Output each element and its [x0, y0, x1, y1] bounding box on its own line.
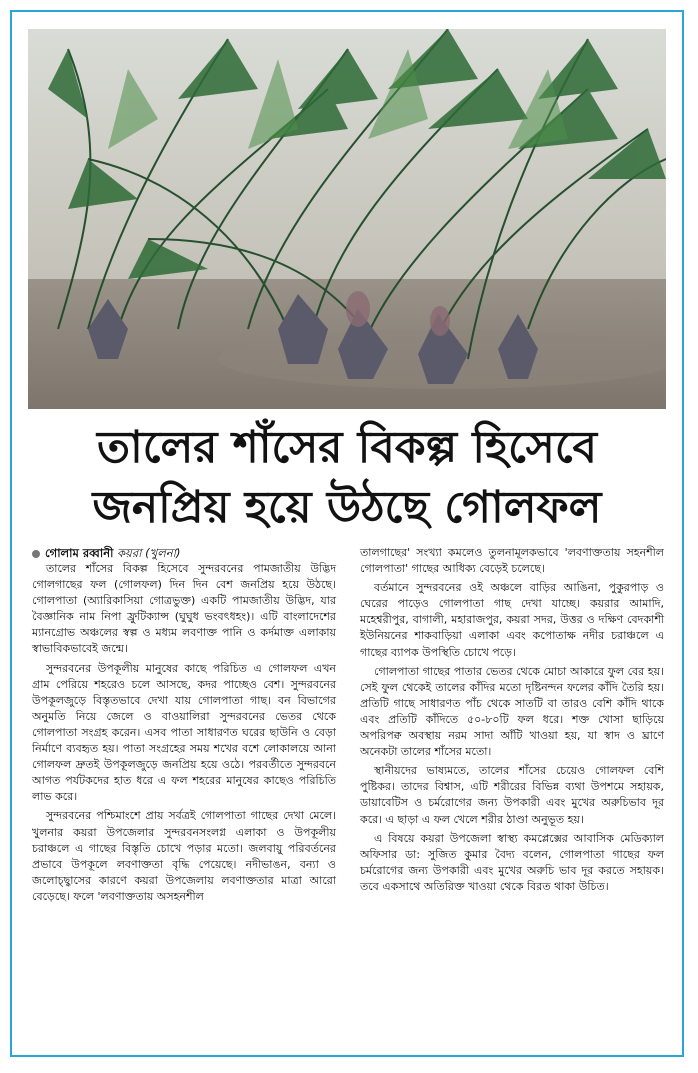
article-column-left [32, 561, 336, 908]
article-frame [10, 10, 684, 1057]
paragraph: তালের শাঁসের বিকল্প হিসেবে সুন্দরবনের পামজাতীয় উদ্ভিদ গোলগাছের ফল (গোলফল) দিন দিন বেশ জনপ্রিয় হয়ে উঠছে। গোলপাতা (অ্যারিকাসিয়া গোত্রভুক্ত) একটি পামজাতীয় উদ্ভিদ, যার বৈজ্ঞানিক নাম নিপা ফ্রুটিক্যান্স (ঘুঘুধ ভংবৎধহং)। এটি বাংলাদেশের ম্যানগ্রোভ অঞ্চলের স্বল্প ও মধ্যম লবণাক্ত পানি ও কর্দমাক্ত এলাকায় স্বাভাবিকভাবেই জন্মে। [32, 562, 336, 656]
paragraph: বর্তমানে সুন্দরবনের ওই অঞ্চলে বাড়ির আঙিনা, পুকুরপাড় ও ঘেরের পাড়েও গোলপাতা গাছ দেখা যাচ্ছে। কয়রার আমাদি, মহেশ্বরীপুর, বাগালী, মহারাজপুর, কয়রা সদর, উত্তর ও দক্ষিণ বেদকাশী ইউনিয়নের শাকবাড়িয়া এলাকা এবং কপোতাক্ষ নদীর চরাঞ্চলে এ গাছের ব্যাপক উপস্থিতি চোখে পড়ে। [360, 581, 664, 659]
bullet-icon [32, 550, 40, 558]
paragraph: স্থানীয়দের ভাষ্যমতে, তালের শাঁসের চেয়েও গোলফল বেশি পুষ্টিকর। তাদের বিশ্বাস, এটি শরীরের বিভিন্ন ব্যথা উপশমে সহায়ক, ডায়াবেটিস ও চর্মরোগের জন্য উপকারী এবং মুখের অরুচিভাব দূর করে। এ ছাড়া এ ফল খেলে শরীর ঠাণ্ডা অনুভূত হয়। [360, 764, 664, 826]
paragraph: এ বিষয়ে কয়রা উপজেলা স্বাস্থ্য কমপ্লেক্সের আবাসিক মেডিক্যাল অফিসার ডা: সুজিত কুমার বৈদ্য বলেন, গোলপাতা গাছের ফল চর্মরোগের জন্য উপকারী এবং মুখের অরুচি ভাব দূর করতে সহায়ক। তবে একসাথে অতিরিক্ত খাওয়া থেকে বিরত থাকা উচিত। [360, 831, 664, 893]
article-headline [28, 419, 666, 539]
byline-author: গোলাম রব্বানী [45, 546, 114, 560]
article-photo [28, 29, 666, 409]
paragraph: তালগাছের' সংখ্যা কমলেও তুলনামূলকভাবে 'লবণাক্ততায় সহনশীল গোলপাতা' গাছের আধিক্য বেড়েই চলেছে। [360, 546, 664, 576]
headline-line-1: তালের শাঁসের বিকল্প হিসেবে [96, 422, 598, 473]
article-column-right [360, 545, 664, 898]
golpata-palm-photo-illustration [28, 29, 666, 409]
paragraph: সুন্দরবনের উপকূলীয় মানুষের কাছে পরিচিত এ গোলফল এখন গ্রাম পেরিয়ে শহরেও চলে আসছে, কদর পাচ্ছেও বেশ। সুন্দরবনের উপকূলজুড়ে বিস্তৃতভাবে দেখা যায় গোলপাতা গাছ। বন বিভাগের অনুমতি নিয়ে জেলে ও বাওয়ালিরা সুন্দরবনের ভেতর থেকে গোলপাতা সংগ্রহ করেন। এসব পাতা সাধারণত ঘরের ছাউনি ও বেড়া নির্মাণে ব্যবহৃত হয়। পাতা সংগ্রহের সময় শখের বশে লোকালয়ে আনা গোলফল দ্রুতই উপকূলজুড়ে জনপ্রিয় হয়ে ওঠে। পরবর্তীতে সুন্দরবনে আগত পর্যটকদের হাত ধরে এ ফল শহরের মানুষের কাছেও পরিচিতি লাভ করে। [32, 661, 336, 804]
headline-line-2: জনপ্রিয় হয়ে উঠছে গোলফল [92, 482, 602, 533]
paragraph: গোলপাতা গাছের পাতার ভেতর থেকে মোচা আকারে ফুল বের হয়। সেই ফুল থেকেই তালের কাঁদির মতো দৃষ্টিনন্দন ফলের কাঁদি তৈরি হয়। প্রতিটি গাছে সাধারণত পাঁচ থেকে সাতটি বা তারও বেশি কাঁদি থাকে এবং প্রতিটি কাঁদিতে ৫০-৮০টি ফল ধরে। শক্ত খোসা ছাড়িয়ে অপরিপক্ব অবস্থায় নরম সাদা আঁটি খাওয়া হয়, যা স্বাদ ও ঘ্রাণে অনেকটা তালের শাঁসের মতো। [360, 664, 664, 759]
byline-place: কয়রা (খুলনা) [117, 546, 181, 560]
paragraph: সুন্দরবনের পশ্চিমাংশে প্রায় সর্বত্রই গোলপাতা গাছের দেখা মেলে। খুলনার কয়রা উপজেলার সুন্দরবনসংলগ্ন এলাকা ও উপকূলীয় চরাঞ্চলে এ গাছের বিস্তৃতি চোখে পড়ার মতো। জলবায়ু পরিবর্তনের প্রভাবে উপকূলে লবণাক্ততা বৃদ্ধি পেয়েছে। নদীভাঙন, বন্যা ও জলোচ্ছ্বাসের কারণে কয়রা উপজেলায় লবণাক্ততার মাত্রা আরো বেড়েছে। ফলে 'লবণাক্ততায় অসহনশীল [32, 809, 336, 903]
